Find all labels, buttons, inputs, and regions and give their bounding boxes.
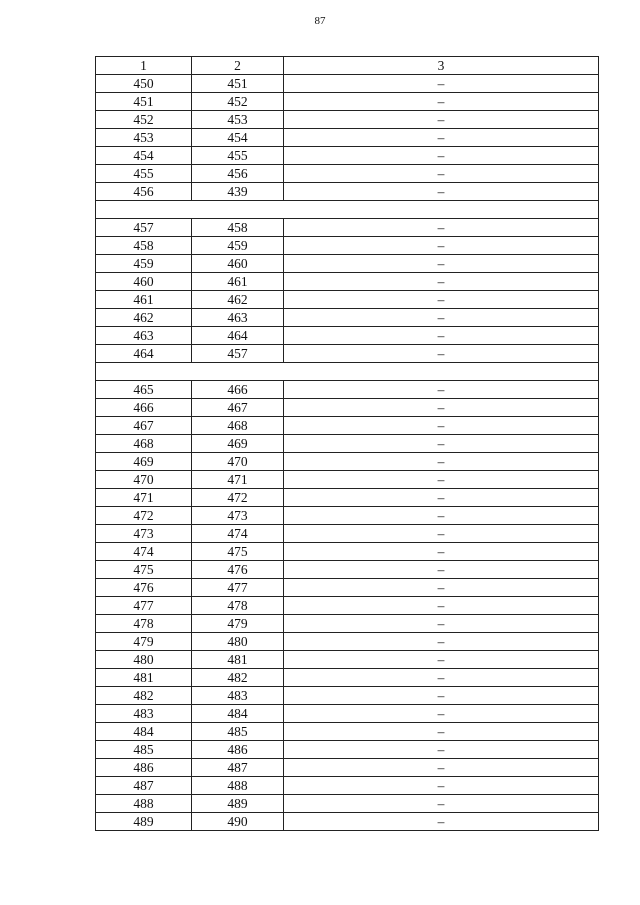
table-cell-col3: – — [284, 399, 599, 417]
table-cell-col3: – — [284, 759, 599, 777]
table-cell-col3: – — [284, 471, 599, 489]
table-cell-col3: – — [284, 93, 599, 111]
table-cell-col2: 464 — [192, 327, 284, 345]
table-cell-col1: 465 — [96, 381, 192, 399]
table-cell-col3: – — [284, 165, 599, 183]
table-cell-col2: 488 — [192, 777, 284, 795]
table-cell-col3: – — [284, 669, 599, 687]
table-row — [96, 669, 599, 687]
table-body — [96, 75, 599, 831]
table-cell-col2: 453 — [192, 111, 284, 129]
table-row — [96, 759, 599, 777]
table-cell-col3: – — [284, 633, 599, 651]
table-cell-col1: 482 — [96, 687, 192, 705]
table-row — [96, 615, 599, 633]
table-cell-col3: – — [284, 507, 599, 525]
table-cell-col3: – — [284, 435, 599, 453]
table-cell-col3: – — [284, 489, 599, 507]
table-cell-col2: 470 — [192, 453, 284, 471]
table-cell-col3: – — [284, 309, 599, 327]
table-cell-col1: 450 — [96, 75, 192, 93]
table-cell-col2: 456 — [192, 165, 284, 183]
table-cell-col2: 480 — [192, 633, 284, 651]
table-cell-col3: – — [284, 327, 599, 345]
table-cell-col1: 471 — [96, 489, 192, 507]
section-separator-row — [96, 201, 599, 219]
table-cell-col2: 475 — [192, 543, 284, 561]
table-row — [96, 687, 599, 705]
table-row — [96, 381, 599, 399]
table-cell-col1: 468 — [96, 435, 192, 453]
table-cell-col3: – — [284, 525, 599, 543]
table-cell-col3: – — [284, 273, 599, 291]
table-row — [96, 273, 599, 291]
table-row — [96, 651, 599, 669]
table-cell-col1: 478 — [96, 615, 192, 633]
table-cell-col3: – — [284, 651, 599, 669]
separator-cell — [96, 201, 599, 219]
table-row — [96, 471, 599, 489]
table-cell-col1: 464 — [96, 345, 192, 363]
table-cell-col1: 453 — [96, 129, 192, 147]
table-cell-col2: 454 — [192, 129, 284, 147]
table-row — [96, 777, 599, 795]
table-cell-col1: 481 — [96, 669, 192, 687]
table-cell-col1: 474 — [96, 543, 192, 561]
table-cell-col3: – — [284, 579, 599, 597]
table-cell-col1: 459 — [96, 255, 192, 273]
table-cell-col3: – — [284, 543, 599, 561]
table-cell-col3: – — [284, 705, 599, 723]
table-cell-col1: 472 — [96, 507, 192, 525]
table-row — [96, 237, 599, 255]
table-row — [96, 543, 599, 561]
table-cell-col2: 468 — [192, 417, 284, 435]
table-row — [96, 219, 599, 237]
table-cell-col1: 454 — [96, 147, 192, 165]
table-cell-col3: – — [284, 615, 599, 633]
table-row — [96, 147, 599, 165]
table-cell-col1: 480 — [96, 651, 192, 669]
column-header-3: 3 — [284, 57, 599, 75]
table-cell-col1: 479 — [96, 633, 192, 651]
table-cell-col3: – — [284, 147, 599, 165]
table-cell-col2: 461 — [192, 273, 284, 291]
table-cell-col1: 451 — [96, 93, 192, 111]
table-row — [96, 345, 599, 363]
table-row — [96, 399, 599, 417]
table-cell-col2: 477 — [192, 579, 284, 597]
table-cell-col1: 460 — [96, 273, 192, 291]
table-cell-col3: – — [284, 741, 599, 759]
table-row — [96, 417, 599, 435]
table-cell-col1: 461 — [96, 291, 192, 309]
table-row — [96, 435, 599, 453]
table-cell-col2: 471 — [192, 471, 284, 489]
table-row — [96, 453, 599, 471]
table-row — [96, 111, 599, 129]
table-cell-col2: 473 — [192, 507, 284, 525]
table-cell-col1: 483 — [96, 705, 192, 723]
table-row — [96, 705, 599, 723]
table-cell-col2: 458 — [192, 219, 284, 237]
table-cell-col2: 463 — [192, 309, 284, 327]
table-row — [96, 129, 599, 147]
table-cell-col2: 469 — [192, 435, 284, 453]
table-row — [96, 561, 599, 579]
table-row — [96, 309, 599, 327]
table-cell-col2: 487 — [192, 759, 284, 777]
table-cell-col2: 462 — [192, 291, 284, 309]
table-cell-col1: 458 — [96, 237, 192, 255]
table-cell-col1: 467 — [96, 417, 192, 435]
table-cell-col1: 485 — [96, 741, 192, 759]
table-cell-col3: – — [284, 687, 599, 705]
table-cell-col2: 439 — [192, 183, 284, 201]
table-cell-col3: – — [284, 183, 599, 201]
page-number: 87 — [314, 15, 326, 27]
table-cell-col2: 482 — [192, 669, 284, 687]
column-header-2: 2 — [192, 57, 284, 75]
table-row — [96, 633, 599, 651]
table-cell-col2: 474 — [192, 525, 284, 543]
table-cell-col3: – — [284, 795, 599, 813]
table-cell-col3: – — [284, 237, 599, 255]
table-row — [96, 507, 599, 525]
table-row — [96, 525, 599, 543]
table-cell-col1: 476 — [96, 579, 192, 597]
section-separator-row — [96, 363, 599, 381]
table-cell-col2: 472 — [192, 489, 284, 507]
table-cell-col2: 479 — [192, 615, 284, 633]
table-cell-col2: 457 — [192, 345, 284, 363]
table-cell-col3: – — [284, 777, 599, 795]
table-cell-col3: – — [284, 255, 599, 273]
table-cell-col1: 477 — [96, 597, 192, 615]
table-cell-col3: – — [284, 723, 599, 741]
table-cell-col1: 462 — [96, 309, 192, 327]
table-cell-col2: 490 — [192, 813, 284, 831]
table-cell-col1: 452 — [96, 111, 192, 129]
table-cell-col1: 475 — [96, 561, 192, 579]
table-row — [96, 165, 599, 183]
table-cell-col1: 484 — [96, 723, 192, 741]
table-row — [96, 327, 599, 345]
table-cell-col1: 470 — [96, 471, 192, 489]
table-cell-col3: – — [284, 381, 599, 399]
table-cell-col2: 466 — [192, 381, 284, 399]
table-cell-col2: 484 — [192, 705, 284, 723]
table-cell-col3: – — [284, 291, 599, 309]
table-row — [96, 75, 599, 93]
data-table — [95, 56, 599, 831]
table-row — [96, 795, 599, 813]
table-row — [96, 723, 599, 741]
table-cell-col2: 460 — [192, 255, 284, 273]
table-cell-col2: 481 — [192, 651, 284, 669]
table-header-row — [96, 57, 599, 75]
table-cell-col2: 489 — [192, 795, 284, 813]
table-cell-col2: 485 — [192, 723, 284, 741]
table-cell-col3: – — [284, 453, 599, 471]
table-row — [96, 597, 599, 615]
table-cell-col2: 452 — [192, 93, 284, 111]
table-cell-col3: – — [284, 561, 599, 579]
table-row — [96, 255, 599, 273]
table-cell-col2: 455 — [192, 147, 284, 165]
table-row — [96, 183, 599, 201]
table-cell-col1: 473 — [96, 525, 192, 543]
table-cell-col1: 466 — [96, 399, 192, 417]
table-cell-col1: 487 — [96, 777, 192, 795]
table-cell-col1: 469 — [96, 453, 192, 471]
table-cell-col3: – — [284, 345, 599, 363]
table-cell-col3: – — [284, 111, 599, 129]
table-cell-col3: – — [284, 219, 599, 237]
table-cell-col3: – — [284, 597, 599, 615]
separator-cell — [96, 363, 599, 381]
table-cell-col1: 455 — [96, 165, 192, 183]
table-row — [96, 93, 599, 111]
table-cell-col3: – — [284, 129, 599, 147]
table-cell-col3: – — [284, 813, 599, 831]
table-cell-col1: 463 — [96, 327, 192, 345]
table-row — [96, 579, 599, 597]
table-cell-col1: 489 — [96, 813, 192, 831]
table-cell-col3: – — [284, 75, 599, 93]
table-cell-col1: 456 — [96, 183, 192, 201]
column-header-1: 1 — [96, 57, 192, 75]
table-cell-col2: 478 — [192, 597, 284, 615]
table-cell-col1: 488 — [96, 795, 192, 813]
table-cell-col2: 451 — [192, 75, 284, 93]
table-cell-col2: 476 — [192, 561, 284, 579]
table-cell-col2: 467 — [192, 399, 284, 417]
table-cell-col3: – — [284, 417, 599, 435]
table-row — [96, 489, 599, 507]
table-row — [96, 741, 599, 759]
table-cell-col2: 483 — [192, 687, 284, 705]
table-row — [96, 291, 599, 309]
table-cell-col1: 457 — [96, 219, 192, 237]
table-cell-col2: 459 — [192, 237, 284, 255]
table-cell-col1: 486 — [96, 759, 192, 777]
table-cell-col2: 486 — [192, 741, 284, 759]
table-row — [96, 813, 599, 831]
